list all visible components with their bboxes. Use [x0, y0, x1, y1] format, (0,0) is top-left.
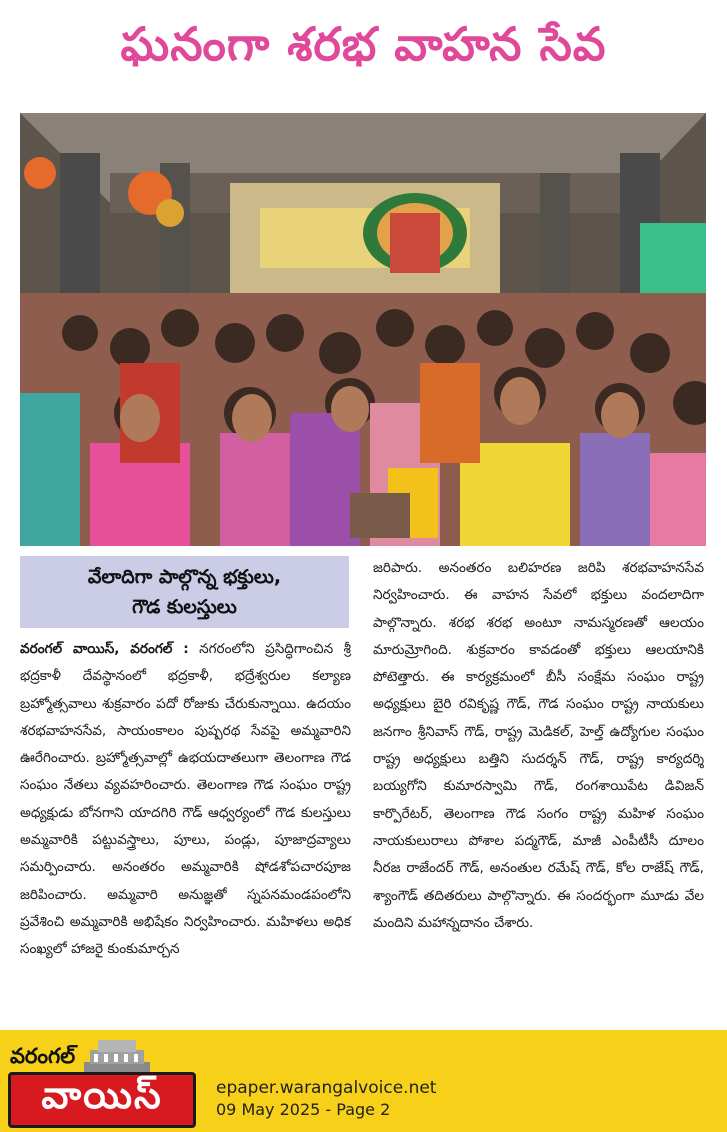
devotees-temple-illustration	[20, 113, 706, 546]
subheadline-line-1: వేలాదిగా పాల్గొన్న భక్తులు,	[87, 566, 282, 588]
headline: ఘనంగా శరభ వాహన సేవ	[120, 17, 607, 71]
warangal-voice-logo[interactable]	[8, 1036, 198, 1128]
news-photo	[20, 113, 706, 546]
epaper-site-link[interactable]: epaper.warangalvoice.net	[216, 1078, 437, 1098]
body-text-right: జరిపారు. అనంతరం బలిహరణ జరిపి శరభవాహనసేవ నిర్వహించారు. ఈ వాహన సేవలో భక్తులు వందలాదిగా పాల్గొన్నారు. శరభ శరభ అంటూ నామస్మరణతో ఆలయం మారుమ్రోగింది. శుక్రవారం కావడంతో భక్తులు ఆలయానికి పోటెత్తారు. ఈ కార్యక్రమంలో బీసీ సంక్షేమ సంఘం రాష్ట్ర అధ్యక్షులు బైరి రవికృష్ణ గౌడ్, గౌడ సంఘం రాష్ట్ర నాయకులు జనగాం శ్రీనివాస్ గౌడ్, రాష్ట్ర మెడికల్, హెల్త్ ఉద్యోగుల సంఘం రాష్ట్ర అధ్యక్షులు బత్తిని సుదర్శన్ గౌడ్, రాష్ట్ర కార్యదర్శి బయ్యగోని కుమారస్వామి గౌడ్, రంగశాయిపేట డివిజన్ కార్పొరేటర్, తెలంగాణ గౌడ సంగం రాష్ట్ర మహిళ సంఘం నాయకులురాలు పోశాల పద్మగౌడ్, మాజీ ఎంపీటీసీ దూలం నీరజ రాజేందర్ గౌడ్, అనంతుల రమేష్ గౌడ్, కోల రాజేష్ గౌడ్, శ్యాంగౌడ్ తదితరులు పాల్గొన్నారు. ఈ సందర్భంగా మూడు వేల మందిని మహాన్నదానం చేశారు.	[373, 560, 704, 931]
temple-icon	[82, 1036, 152, 1074]
dateline: వరంగల్ వాయిస్, వరంగల్ :	[20, 641, 189, 657]
subheadline	[20, 556, 349, 628]
edition-date: 09 May 2025 - Page 2	[216, 1100, 391, 1119]
footer	[0, 1030, 727, 1132]
logo-small-text: వరంగల్	[10, 1044, 76, 1068]
subheadline-line-2: గౌడ కులస్తులు	[132, 596, 237, 618]
article-body-right-column	[373, 555, 704, 937]
article-body-left-column	[20, 636, 351, 964]
body-text-left: నగరంలోని ప్రసిద్ధిగాంచిన శ్రీ భద్రకాళీ దేవస్థానంలో భద్రకాళీ, భద్రేశ్వరుల కల్యాణ బ్రహ్మోత్సవాలు శుక్రవారం పదో రోజుకు చేరుకున్నాయి. ఉదయం శరభవాహనసేవ, సాయంకాలం పుష్పరథ సేవపై అమ్మవారిని ఊరేగించారు. బ్రహ్మోత్సవాల్లో ఉభయదాతలుగా తెలంగాణ గౌడ సంఘం నేతలు వ్యవహరించారు. తెలంగాణ గౌడ సంఘం రాష్ట్ర అధ్యక్షుడు బోనగాని యాదగిరి గౌడ్ ఆధ్వర్యంలో గౌడ కులస్తులు అమ్మవారికి పట్టువస్త్రాలు, పూలు, పండ్లు, పూజాద్రవ్యాలు సమర్పించారు. అనంతరం అమ్మవారికి షోడశోపచారపూజ జరిపించారు. అమ్మవారి అనుజ్ఞతో స్నపనమండపంలోని ప్రవేశించి అమ్మవారికి అభిషేకం నిర్వహించారు. మహిళలు అధిక సంఖ్యలో హాజరై కుంకుమార్చన	[20, 641, 351, 958]
logo-big-text: వాయిస్	[8, 1072, 196, 1128]
